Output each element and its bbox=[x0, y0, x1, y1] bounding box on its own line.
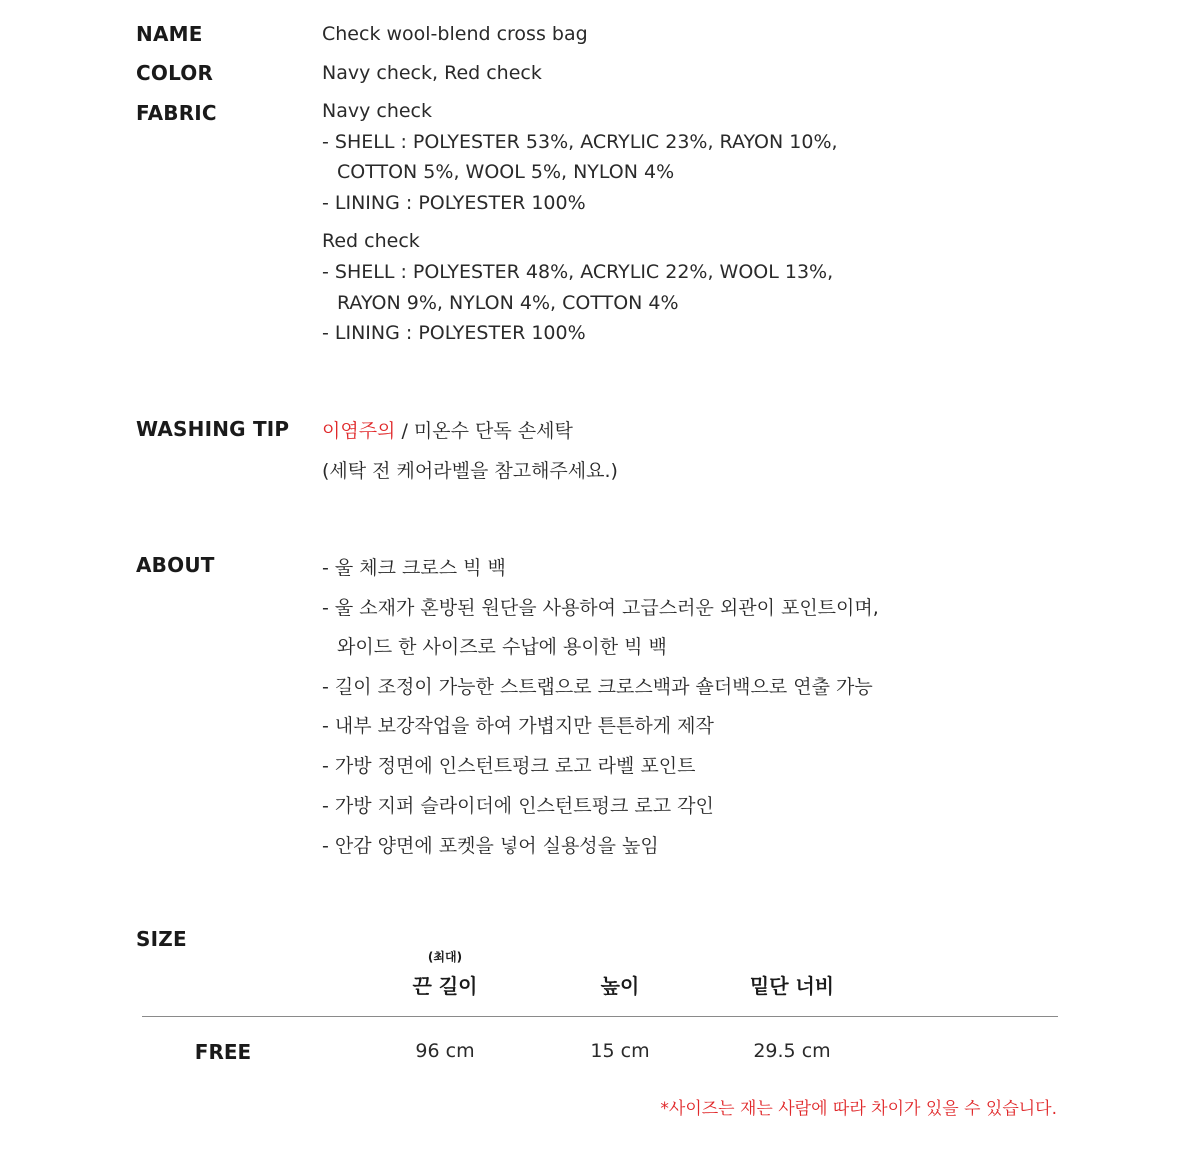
size-header-bottom-width: 밑단 너비 bbox=[749, 974, 835, 998]
washing-note: (세탁 전 케어라벨을 참고해주세요.) bbox=[322, 460, 618, 482]
fabric-red-lining: - LINING : POLYESTER 100% bbox=[322, 322, 586, 344]
size-value-strap-length: 96 cm bbox=[415, 1040, 475, 1062]
fabric-red-title: Red check bbox=[322, 230, 420, 252]
washing-tip-label: WASHING TIP bbox=[136, 417, 290, 441]
fabric-navy-shell-line2: COTTON 5%, WOOL 5%, NYLON 4% bbox=[337, 161, 675, 183]
name-label: NAME bbox=[136, 22, 203, 46]
size-footnote: *사이즈는 재는 사람에 따라 차이가 있을 수 있습니다. bbox=[660, 1099, 1057, 1119]
fabric-navy-title: Navy check bbox=[322, 100, 433, 122]
about-item: - 가방 지퍼 슬라이더에 인스턴트펑크 로고 각인 bbox=[322, 795, 714, 817]
fabric-navy-lining: - LINING : POLYESTER 100% bbox=[322, 192, 586, 214]
washing-tip-value bbox=[322, 416, 573, 443]
about-label: ABOUT bbox=[136, 553, 215, 577]
washing-warning: 이염주의 bbox=[322, 420, 396, 442]
size-row-name: FREE bbox=[194, 1040, 252, 1064]
about-item: - 가방 정면에 인스턴트펑크 로고 라벨 포인트 bbox=[322, 755, 696, 777]
about-item: - 내부 보강작업을 하여 가볍지만 튼튼하게 제작 bbox=[322, 715, 714, 737]
color-label: COLOR bbox=[136, 61, 214, 85]
size-table-divider bbox=[142, 1016, 1058, 1017]
washing-instruction: / 미온수 단독 손세탁 bbox=[395, 420, 573, 442]
about-item: - 울 소재가 혼방된 원단을 사용하여 고급스러운 외관이 포인트이며, bbox=[322, 597, 879, 619]
fabric-red-shell-line1: - SHELL : POLYESTER 48%, ACRYLIC 22%, WOOL 13%, bbox=[322, 261, 834, 283]
fabric-label: FABRIC bbox=[136, 101, 217, 125]
size-header-strap-length: 끈 길이 bbox=[412, 974, 478, 998]
name-value: Check wool-blend cross bag bbox=[322, 23, 588, 45]
size-value-bottom-width: 29.5 cm bbox=[753, 1040, 831, 1062]
about-item: - 안감 양면에 포켓을 넣어 실용성을 높임 bbox=[322, 835, 659, 857]
about-item-continuation: 와이드 한 사이즈로 수납에 용이한 빅 백 bbox=[337, 636, 667, 658]
size-value-height: 15 cm bbox=[590, 1040, 650, 1062]
fabric-navy-shell-line1: - SHELL : POLYESTER 53%, ACRYLIC 23%, RAYON 10%, bbox=[322, 131, 838, 153]
about-item: - 울 체크 크로스 빅 백 bbox=[322, 557, 506, 579]
size-header-height: 높이 bbox=[600, 974, 640, 998]
size-label: SIZE bbox=[136, 927, 187, 951]
about-item: - 길이 조정이 가능한 스트랩으로 크로스백과 숄더백으로 연출 가능 bbox=[322, 676, 873, 698]
color-value: Navy check, Red check bbox=[322, 62, 542, 84]
fabric-red-shell-line2: RAYON 9%, NYLON 4%, COTTON 4% bbox=[337, 292, 679, 314]
size-header-max-note: (최대) bbox=[427, 950, 463, 964]
